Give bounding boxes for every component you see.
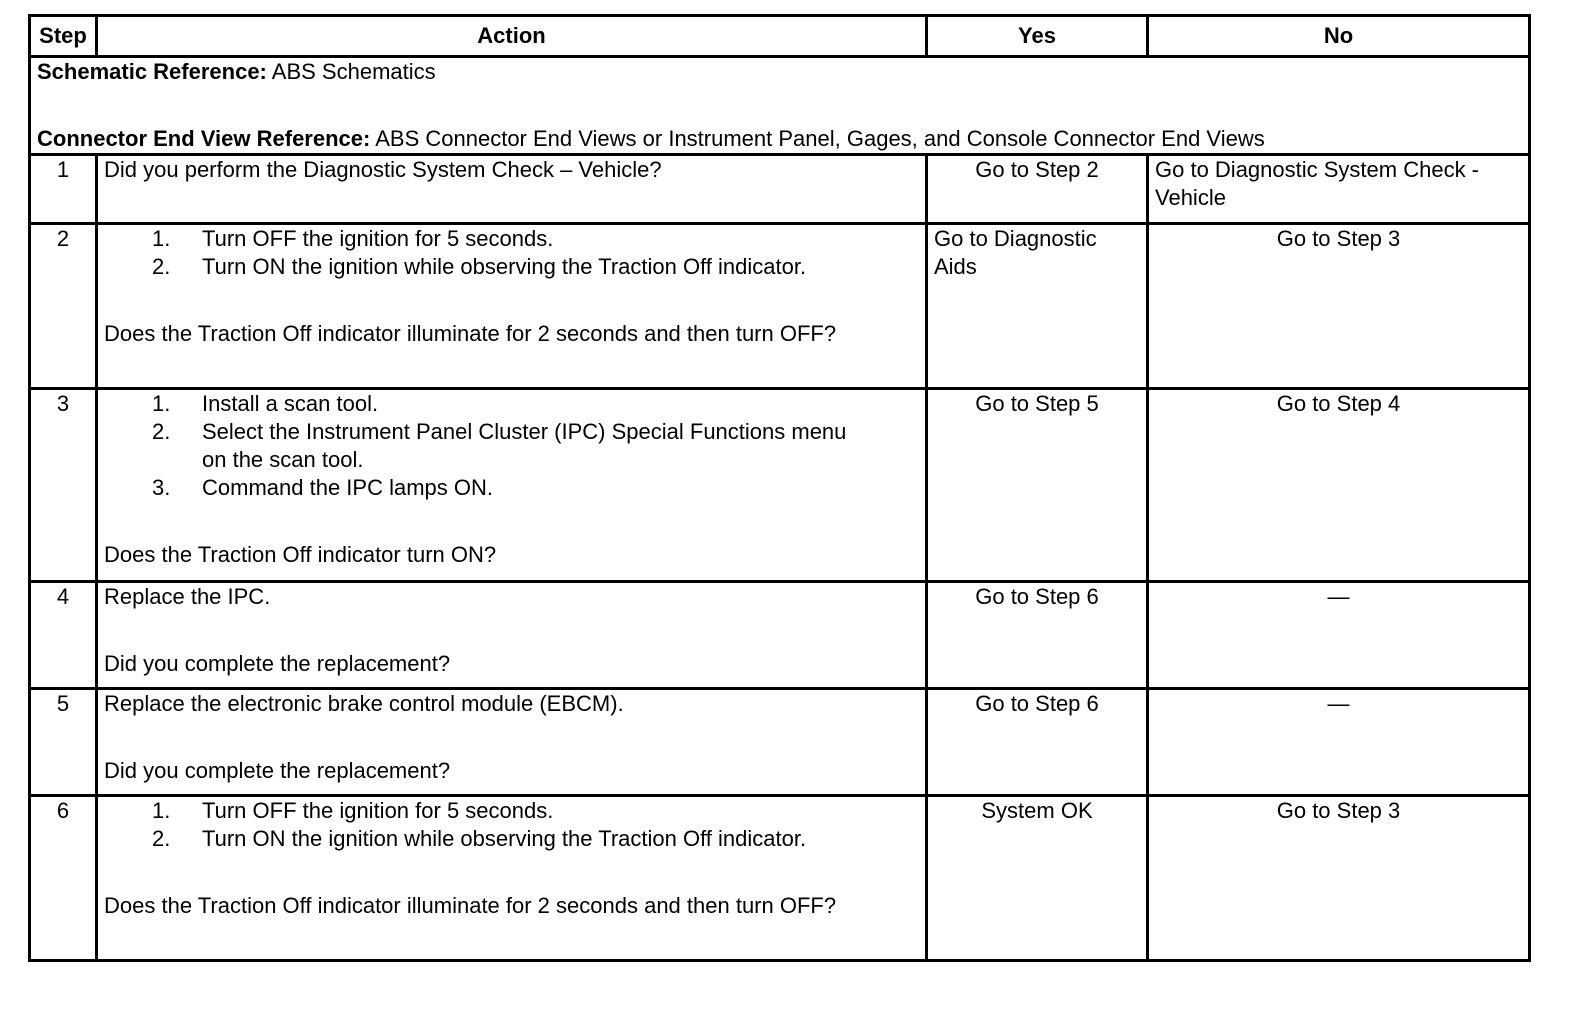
action-cell [97, 155, 927, 224]
list-item: 1. Turn OFF the ignition for 5 seconds. [152, 226, 554, 251]
step-number: 6 [30, 796, 97, 961]
action-instruction: Replace the electronic brake control module (EBCM). [104, 691, 624, 716]
action-cell [97, 389, 927, 582]
connector-reference [37, 125, 1522, 153]
connector-reference-label: Connector End View Reference: [37, 126, 371, 151]
step-number: 4 [30, 582, 97, 689]
list-item: 2. Turn ON the ignition while observing the Traction Off indicator. [152, 254, 807, 279]
table-row [30, 689, 1530, 796]
list-item: 2. Turn ON the ignition while observing the Traction Off indicator. [152, 826, 807, 851]
table-row [30, 224, 1530, 389]
action-question: Does the Traction Off indicator illuminate for 2 seconds and then turn OFF? [104, 893, 837, 918]
step-number: 2 [30, 224, 97, 389]
table-row [30, 389, 1530, 582]
action-steps-list [104, 797, 919, 853]
action-cell [97, 582, 927, 689]
column-header-no: No [1148, 16, 1530, 57]
action-question: Did you complete the replacement? [104, 651, 451, 676]
no-cell: — [1148, 689, 1530, 796]
step-number: 5 [30, 689, 97, 796]
yes-cell: System OK [927, 796, 1148, 961]
column-header-step: Step [30, 16, 97, 57]
no-cell: — [1148, 582, 1530, 689]
action-question: Does the Traction Off indicator illuminate for 2 seconds and then turn OFF? [104, 321, 837, 346]
action-cell [97, 689, 927, 796]
reference-cell [30, 57, 1530, 155]
schematic-reference [37, 58, 1522, 86]
schematic-reference-link[interactable]: ABS Schematics [271, 59, 436, 84]
no-cell[interactable]: Go to Diagnostic System Check - Vehicle [1148, 155, 1530, 224]
table-header-row [30, 16, 1530, 57]
yes-cell[interactable]: Go to Step 6 [927, 582, 1148, 689]
yes-cell[interactable]: Go to Step 5 [927, 389, 1148, 582]
reference-row [30, 57, 1530, 155]
action-cell [97, 224, 927, 389]
connector-reference-link[interactable]: ABS Connector End Views or Instrument Panel, Gages, and Console Connector End Views [375, 126, 1265, 151]
action-question: Did you complete the replacement? [104, 758, 451, 783]
action-steps-list [104, 390, 919, 502]
list-item: 1. Turn OFF the ignition for 5 seconds. [152, 798, 554, 823]
action-cell [97, 796, 927, 961]
column-header-action: Action [97, 16, 927, 57]
action-question: Did you perform the Diagnostic System Check – Vehicle? [104, 157, 662, 182]
action-question: Does the Traction Off indicator turn ON? [104, 542, 497, 567]
list-item: 3. Command the IPC lamps ON. [152, 475, 493, 500]
step-number: 1 [30, 155, 97, 224]
no-cell[interactable]: Go to Step 3 [1148, 796, 1530, 961]
no-cell[interactable]: Go to Step 3 [1148, 224, 1530, 389]
action-steps-list [104, 225, 919, 281]
yes-cell[interactable]: Go to Step 6 [927, 689, 1148, 796]
action-instruction: Replace the IPC. [104, 584, 271, 609]
yes-cell[interactable]: Go to Diagnostic Aids [927, 224, 1148, 389]
table-row [30, 582, 1530, 689]
list-item: 1. Install a scan tool. [152, 391, 379, 416]
column-header-yes: Yes [927, 16, 1148, 57]
schematic-reference-label: Schematic Reference: [37, 59, 267, 84]
list-item: 2. Select the Instrument Panel Cluster (IPC) Special Functions menu on the scan tool. [152, 419, 847, 472]
yes-cell[interactable]: Go to Step 2 [927, 155, 1148, 224]
table-row [30, 155, 1530, 224]
step-number: 3 [30, 389, 97, 582]
table-row [30, 796, 1530, 961]
diagnostic-table [28, 14, 1531, 962]
no-cell[interactable]: Go to Step 4 [1148, 389, 1530, 582]
